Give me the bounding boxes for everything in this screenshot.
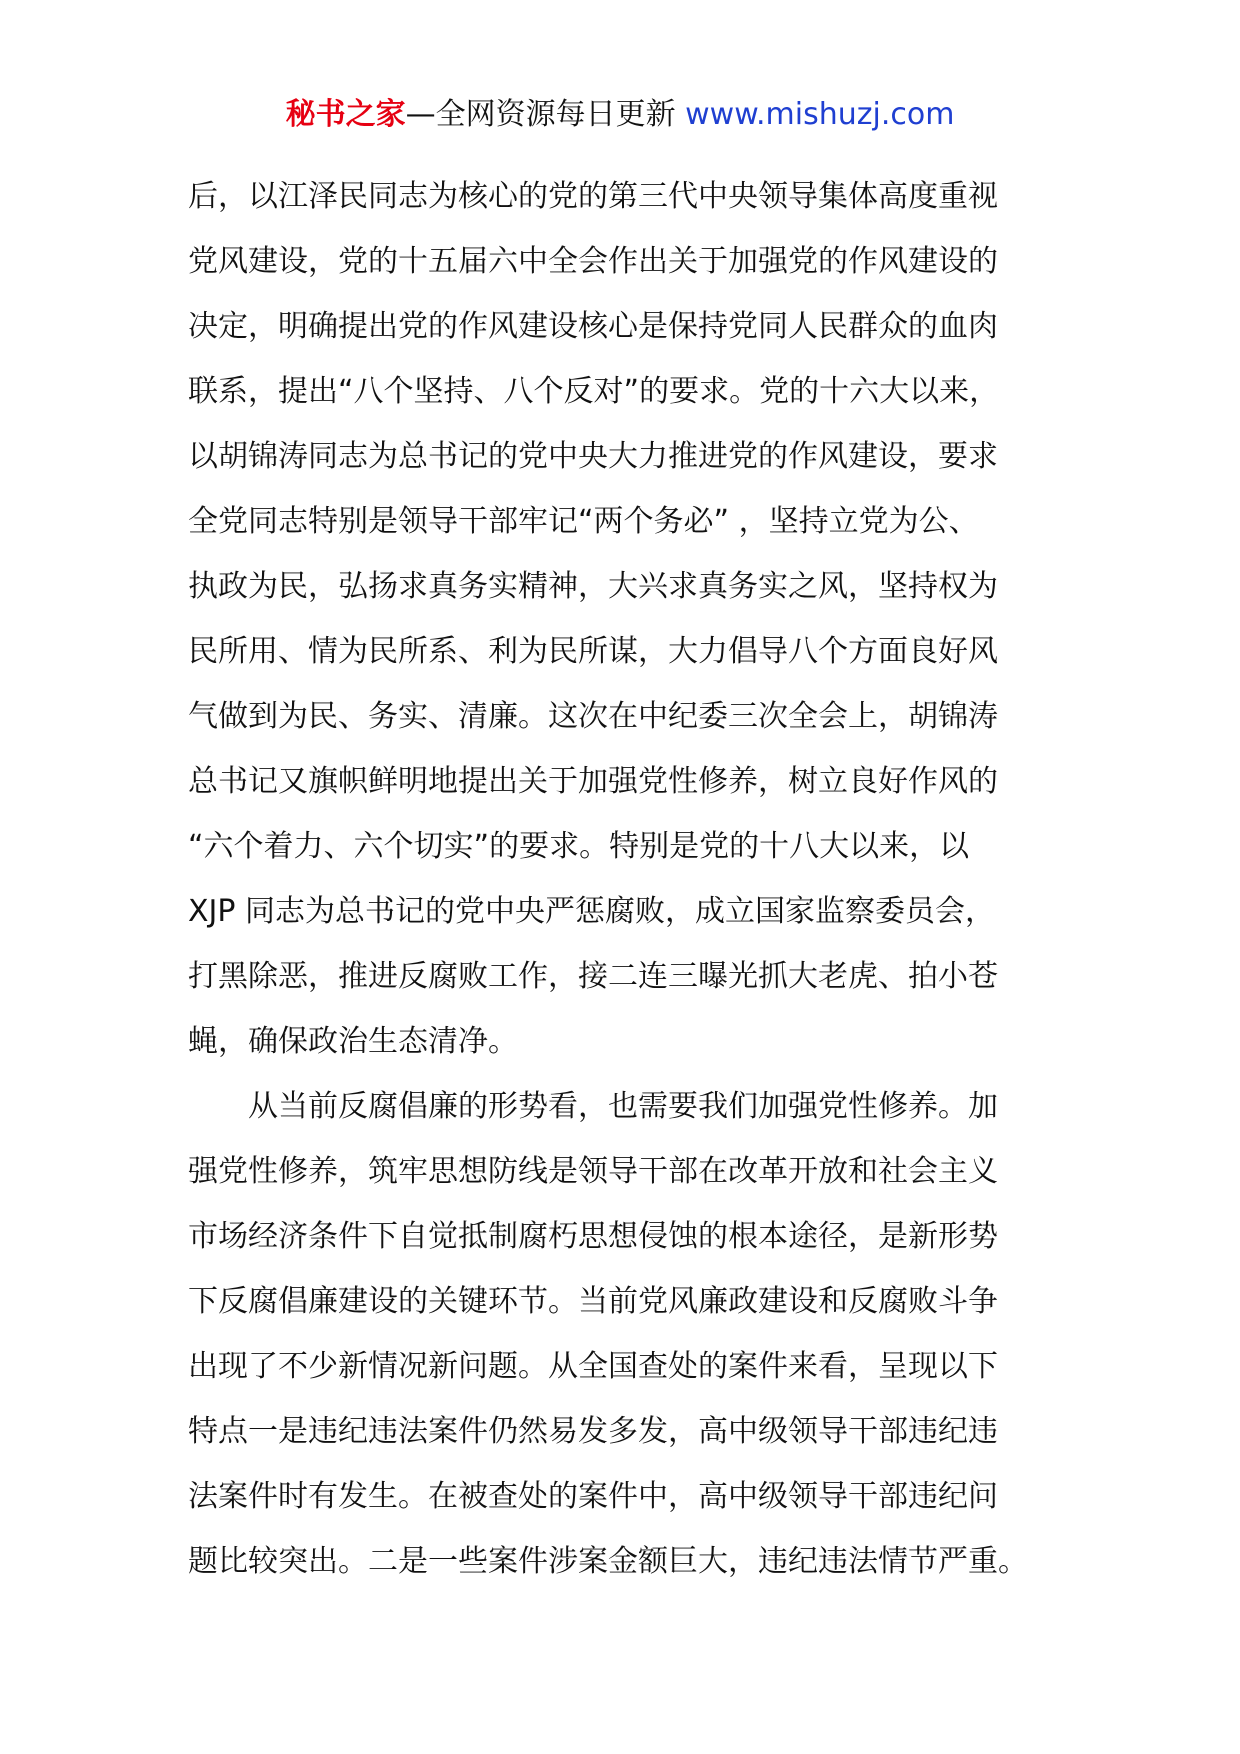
text-line: 联系，提出“八个坚持、八个反对”的要求。党的十六大以来，: [188, 374, 1000, 409]
text-line: 下反腐倡廉建设的关键环节。当前党风廉政建设和反腐败斗争: [188, 1284, 998, 1319]
page-header: [0, 95, 1240, 135]
text-line: 全党同志特别是领导干部牢记“两个务必” ，坚持立党为公、: [188, 504, 979, 539]
text-line: 决定，明确提出党的作风建设核心是保持党同人民群众的血肉: [188, 309, 998, 344]
text-line: 打黑除恶，推进反腐败工作，接二连三曝光抓大老虎、拍小苍: [188, 959, 998, 994]
text-line: 特点一是违纪违法案件仍然易发多发，高中级领导干部违纪违: [188, 1414, 998, 1449]
text-line: 党风建设，党的十五届六中全会作出关于加强党的作风建设的: [188, 244, 998, 279]
text-line: 题比较突出。二是一些案件涉案金额巨大，违纪违法情节严重。: [188, 1544, 1028, 1579]
site-brand: 秘书之家: [285, 97, 406, 132]
text-line: 强党性修养，筑牢思想防线是领导干部在改革开放和社会主义: [188, 1154, 998, 1189]
text-line: 市场经济条件下自觉抵制腐朽思想侵蚀的根本途径，是新形势: [188, 1219, 998, 1254]
text-line: 出现了不少新情况新问题。从全国查处的案件来看，呈现以下: [188, 1349, 998, 1384]
text-line: 蝇，确保政治生态清净。: [188, 1024, 518, 1059]
paragraph-first-line: 从当前反腐倡廉的形势看，也需要我们加强党性修养。加: [248, 1089, 998, 1124]
text-line: 法案件时有发生。在被查处的案件中，高中级领导干部违纪问: [188, 1479, 998, 1514]
text-line: 后，以江泽民同志为核心的党的第三代中央领导集体高度重视: [188, 179, 998, 214]
text-line: “六个着力、六个切实”的要求。特别是党的十八大以来，以: [188, 829, 970, 864]
text-line: 气做到为民、务实、清廉。这次在中纪委三次全会上，胡锦涛: [188, 699, 998, 734]
site-url-link[interactable]: www.mishuzj.com: [685, 97, 955, 132]
text-line: 执政为民，弘扬求真务实精神，大兴求真务实之风，坚持权为: [188, 569, 998, 604]
text-line: 民所用、情为民所系、利为民所谋，大力倡导八个方面良好风: [188, 634, 998, 669]
text-line: 以胡锦涛同志为总书记的党中央大力推进党的作风建设，要求: [188, 439, 998, 474]
text-line: XJP 同志为总书记的党中央严惩腐败，成立国家监察委员会，: [188, 894, 996, 929]
document-body: [188, 164, 1088, 1594]
text-line: 总书记又旗帜鲜明地提出关于加强党性修养，树立良好作风的: [188, 764, 998, 799]
site-tagline: —全网资源每日更新: [405, 97, 676, 132]
